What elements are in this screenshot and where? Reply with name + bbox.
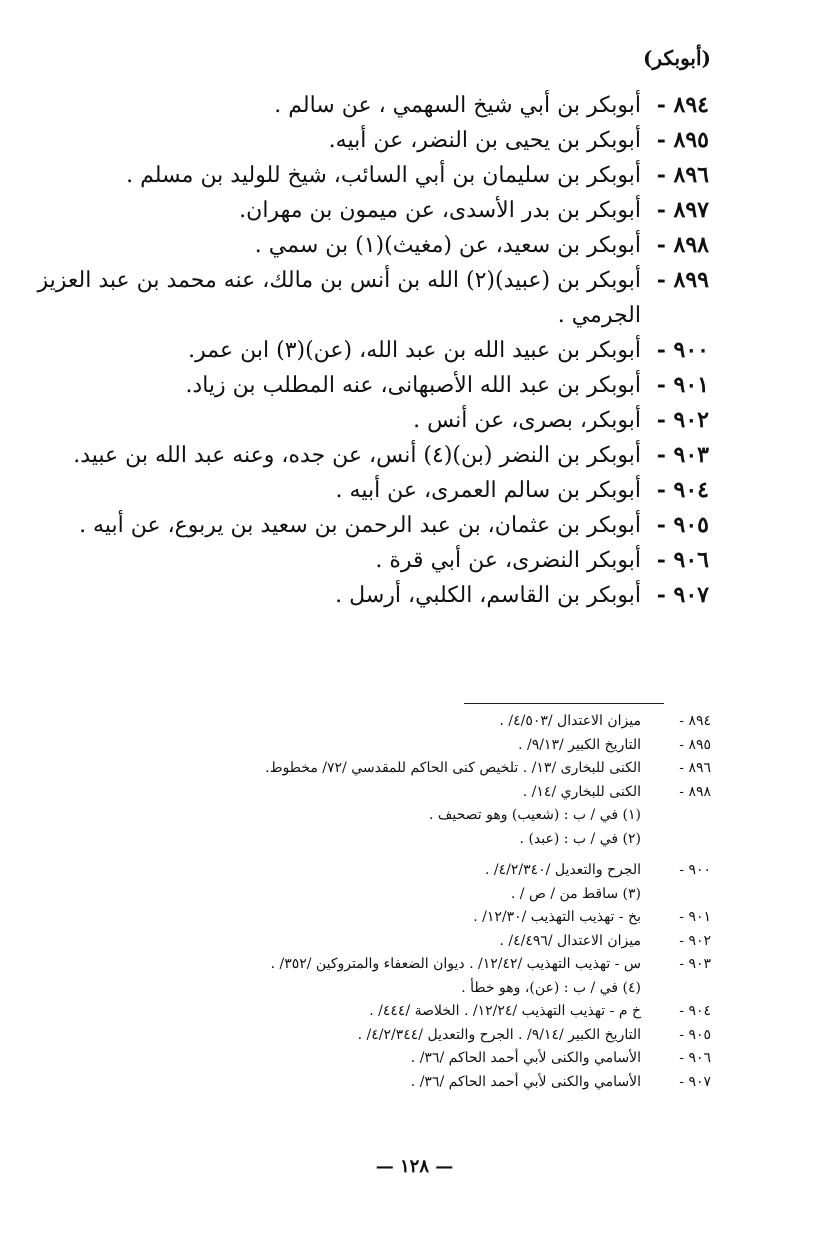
footnote-text: (٢) في / ب : (عبد) .: [519, 830, 641, 847]
footnote-number: ٩٠٦ -: [679, 1050, 711, 1066]
footnote-text: الكنى للبخاري /١٤/ .: [522, 783, 641, 800]
footnote-text: الأسامي والكنى لأبي أحمد الحاكم /٣٦/ .: [410, 1050, 641, 1066]
footnote-text: ميزان الاعتدال /٤/٤٩٦/ .: [499, 932, 641, 949]
entry: [29, 508, 709, 543]
footnote-text: (١) في / ب : (شعيب) وهو تصحيف .: [428, 807, 641, 823]
entry-text: أبوبكر بن يحيى بن النضر، عن أبيه.: [328, 128, 641, 153]
footnote-text: الأسامي والكنى لأبي أحمد الحاكم /٣٦/ .: [410, 1073, 641, 1090]
footnote-number: ٩٠٣ -: [679, 956, 711, 972]
entry: [29, 228, 709, 263]
entry-number: ٩٠٠ -: [656, 337, 709, 363]
footnote-number: ٨٩٦ -: [679, 760, 711, 776]
footnote: [91, 710, 711, 734]
entry-number: ٩٠٤ -: [656, 477, 709, 503]
entries-list: [29, 88, 709, 613]
entry-text: أبوبكر بن أبي شيخ السهمي ، عن سالم .: [274, 93, 641, 118]
entry: [29, 333, 709, 368]
entry-text: أبوبكر بن بدر الأسدى، عن ميمون بن مهران.: [239, 198, 641, 223]
footnote: [91, 859, 711, 883]
entry: [29, 578, 709, 613]
entry-number: ٩٠٧ -: [656, 582, 709, 608]
footnote-text: (٤) في / ب : (عن)، وهو خطأ .: [461, 979, 641, 996]
page-number: — ١٢٨ —: [375, 1156, 454, 1177]
entry-number: ٨٩٩ -: [656, 267, 709, 293]
footnote-number: ٩٠٧ -: [679, 1073, 711, 1090]
footnote: [91, 1047, 711, 1071]
entry-number: ٩٠١ -: [656, 372, 709, 398]
entry-text: أبوبكر بن سالم العمرى، عن أبيه .: [335, 478, 641, 503]
entry: [29, 263, 709, 333]
entry: [29, 193, 709, 228]
footnote-number: ٨٩٤ -: [679, 713, 711, 729]
entry-text: أبوبكر بن سليمان بن أبي السائب، شيخ للوليد بن مسلم .: [126, 163, 641, 188]
footnote-text: س - تهذيب التهذيب /١٢/٤٢/ . ديوان الضعفاء والمتروكين /٣٥٢/ .: [270, 956, 641, 972]
entry-text: أبوبكر، بصرى، عن أنس .: [413, 408, 641, 433]
footnote: [91, 1000, 711, 1024]
footnote: [91, 883, 711, 907]
footnote-text: الكنى للبخارى /١٣/ . تلخيص كنى الحاكم للمقدسي /٧٢/ مخطوط.: [265, 760, 641, 776]
footnote-text: بخ - تهذيب التهذيب /١٢/٣٠/ .: [473, 909, 641, 925]
footnote: [91, 1071, 711, 1095]
footnote-number: ٩٠٤ -: [679, 1003, 711, 1019]
entry-number: ٩٠٣ -: [656, 442, 709, 468]
entry-number: ٨٩٤ -: [656, 92, 709, 118]
entry-number: ٩٠٦ -: [656, 547, 709, 573]
footnote-text: التاريخ الكبير /٩/١٣/ .: [518, 736, 641, 753]
entry-number: ٩٠٥ -: [656, 512, 709, 538]
footnote: [91, 977, 711, 1001]
entry-text: أبوبكر بن عثمان، بن عبد الرحمن بن سعيد بن يربوع، عن أبيه .: [79, 513, 641, 538]
entry-text: أبوبكر بن النضر (بن)(٤) أنس، عن جده، وعنه عبد الله بن عبيد.: [73, 443, 641, 468]
entry-text: أبوبكر النضرى، عن أبي قرة .: [375, 548, 641, 573]
entry-text: أبوبكر بن القاسم، الكلبي، أرسل .: [335, 583, 641, 608]
footnote-text: ميزان الاعتدال /٤/٥٠٣/ .: [499, 713, 641, 729]
footnote: [91, 953, 711, 977]
footnote-divider: [464, 703, 664, 704]
entry-text: أبوبكر بن عبد الله الأصبهانى، عنه المطلب بن زياد.: [185, 373, 641, 398]
footnote: [91, 734, 711, 758]
footnotes-list: [91, 710, 711, 1094]
entry: [29, 368, 709, 403]
footnote-text: التاريخ الكبير /٩/١٤/ . الجرح والتعديل /٤/٢/٣٤٤/ .: [357, 1026, 641, 1043]
footnote-number: ٨٩٨ -: [679, 783, 711, 800]
entry-text: أبوبكر بن (عبيد)(٢) الله بن أنس بن مالك، عنه محمد بن عبد العزيز الجرمي .: [37, 268, 641, 328]
footnote: [91, 930, 711, 954]
entry: [29, 158, 709, 193]
entry-number: ٨٩٨ -: [656, 232, 709, 258]
entry-text: أبوبكر بن سعيد، عن (مغيث)(١) بن سمي .: [254, 233, 641, 258]
footnote-text: (٣) ساقط من / ص / .: [510, 885, 641, 902]
entry-number: ٨٩٧ -: [656, 197, 709, 223]
entry: [29, 438, 709, 473]
entry-text: أبوبكر بن عبيد الله بن عبد الله، (عن)(٣) ابن عمر.: [188, 338, 641, 363]
footnote: [91, 757, 711, 781]
entry-number: ٩٠٢ -: [656, 407, 709, 433]
entry: [29, 123, 709, 158]
entry: [29, 473, 709, 508]
entry-number: ٨٩٥ -: [656, 127, 709, 153]
footnote: [91, 906, 711, 930]
footnote-number: ٨٩٥ -: [679, 736, 711, 753]
entry: [29, 543, 709, 578]
footnote-number: ٩٠٠ -: [679, 862, 711, 878]
entry: [29, 88, 709, 123]
footnote-text: خ م - تهذيب التهذيب /١٢/٢٤/ . الخلاصة /٤٤٤/ .: [369, 1003, 641, 1019]
footnote-number: ٩٠١ -: [679, 909, 711, 925]
footnote: [91, 804, 711, 828]
entry: [29, 403, 709, 438]
footnote: [91, 781, 711, 805]
footnote-number: ٩٠٢ -: [679, 932, 711, 949]
footnote: [91, 1024, 711, 1048]
entry-number: ٨٩٦ -: [656, 162, 709, 188]
running-head: (أبوبكر): [642, 46, 711, 70]
footnote: [91, 828, 711, 852]
footnote-text: الجرح والتعديل /٤/٢/٣٤٠/ .: [485, 862, 641, 878]
footnote-number: ٩٠٥ -: [679, 1026, 711, 1043]
